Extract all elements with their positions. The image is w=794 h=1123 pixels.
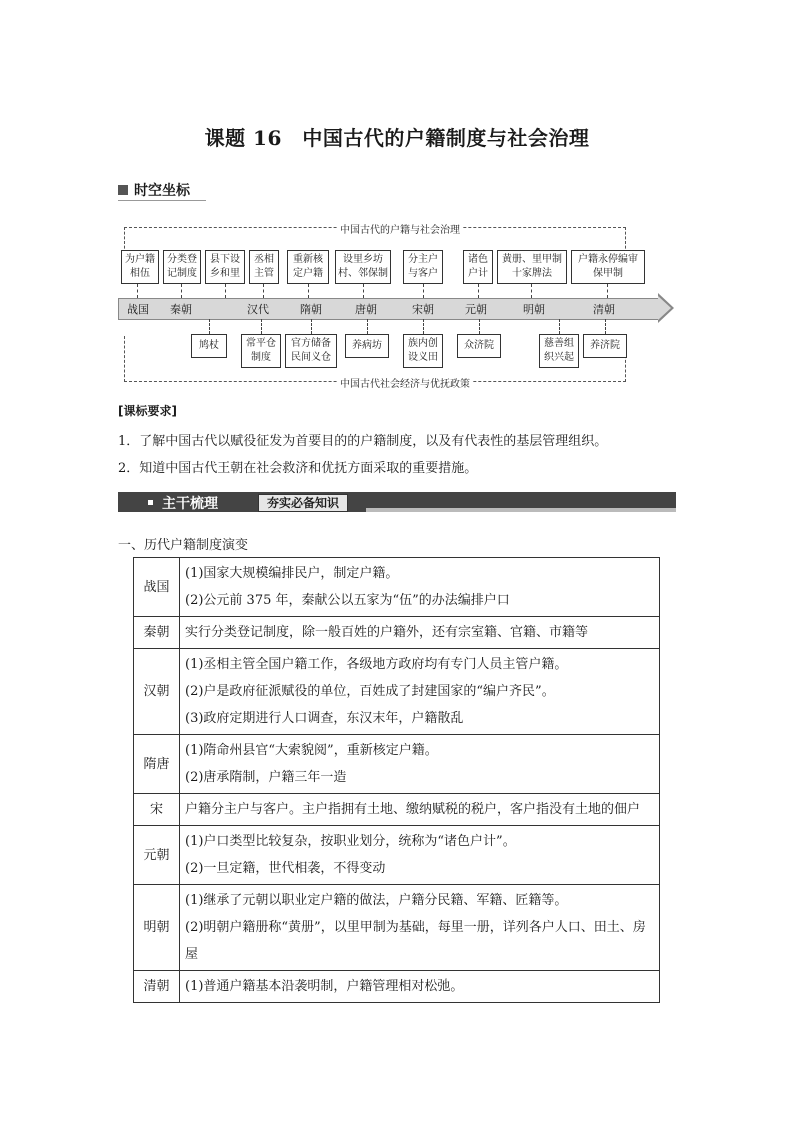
table-row (134, 735, 660, 794)
content-cell: (1)户口类型比较复杂，按职业划分，统称为“诸色户计”。 (2)一旦定籍，世代相袭，不得变动 (180, 826, 660, 885)
timeline-event-box: 黄册、里甲制十家牌法 (497, 250, 567, 284)
era-label: 汉代 (247, 303, 269, 316)
table-row (134, 971, 660, 1003)
section-heading-spacetime (118, 180, 206, 201)
section-heading-label: 时空坐标 (134, 183, 190, 199)
era-cell: 秦朝 (134, 617, 180, 649)
requirements-heading: [课标要求] (118, 404, 177, 418)
timeline-event-box: 县下设乡和里 (205, 250, 245, 284)
square-bullet-icon (148, 500, 153, 505)
banner-label: 主干梳理 (162, 496, 218, 512)
table-row (134, 794, 660, 826)
diagram-bottom-label: 中国古代社会经济与优抚政策 (337, 375, 473, 390)
era-cell: 隋唐 (134, 735, 180, 794)
timeline-event-box: 重新核定户籍 (287, 250, 329, 284)
era-cell: 战国 (134, 558, 180, 617)
era-label: 明朝 (523, 303, 545, 316)
timeline-policy-box: 养病坊 (345, 334, 389, 358)
era-label: 隋朝 (300, 303, 322, 316)
era-label: 元朝 (465, 303, 487, 316)
part-heading: 一、历代户籍制度演变 (118, 538, 249, 553)
era-cell: 汉朝 (134, 649, 180, 735)
content-cell: 实行分类登记制度，除一般百姓的户籍外，还有宗室籍、官籍、市籍等 (180, 617, 660, 649)
table-row (134, 885, 660, 971)
timeline-arrow (118, 298, 660, 320)
content-cell: 户籍分主户与客户。主户指拥有土地、缴纳赋税的税户，客户指没有土地的佃户 (180, 794, 660, 826)
era-label: 秦朝 (170, 303, 192, 316)
era-cell: 清朝 (134, 971, 180, 1003)
content-cell: (1)继承了元朝以职业定户籍的做法，户籍分民籍、军籍、匠籍等。 (2)明朝户籍册称“黄册”，以里甲制为基础，每里一册，详列各户人口、田土、房屋 (180, 885, 660, 971)
timeline-policy-box: 官方储备民间义仓 (285, 334, 337, 368)
timeline-event-box: 诸色户计 (463, 250, 493, 284)
timeline-policy-box: 众济院 (457, 334, 501, 358)
era-label: 唐朝 (355, 303, 377, 316)
table-row (134, 558, 660, 617)
era-label: 宋朝 (412, 303, 434, 316)
table-row (134, 617, 660, 649)
content-cell: (1)国家大规模编排民户，制定户籍。 (2)公元前 375 年，秦献公以五家为“伍”的办法编排户口 (180, 558, 660, 617)
timeline-policy-box: 慈善组织兴起 (539, 334, 579, 368)
page-title: 课题 16 中国古代的户籍制度与社会治理 (204, 126, 590, 150)
table-row (134, 826, 660, 885)
requirement-item: 1．了解中国古代以赋役征发为首要目的的户籍制度，以及有代表性的基层管理组织。 (118, 434, 608, 449)
section-banner (118, 492, 676, 512)
timeline-policy-box: 养济院 (583, 334, 627, 358)
timeline-policy-box: 常平仓制度 (241, 334, 281, 368)
era-label: 战国 (127, 303, 149, 316)
timeline-event-box: 分主户与客户 (403, 250, 443, 284)
content-cell: (1)隋命州县官“大索貌阅”，重新核定户籍。 (2)唐承隋制，户籍三年一造 (180, 735, 660, 794)
banner-sublabel: 夯实必备知识 (258, 494, 348, 512)
timeline-event-box: 设里乡坊村、邻保制 (335, 250, 391, 284)
requirement-item: 2．知道中国古代王朝在社会救济和优抚方面采取的重要措施。 (118, 461, 478, 476)
diagram-top-label: 中国古代的户籍与社会治理 (337, 221, 463, 236)
timeline-event-box: 丞相主管 (249, 250, 279, 284)
content-cell: (1)普通户籍基本沿袭明制，户籍管理相对松弛。 (180, 971, 660, 1003)
era-cell: 元朝 (134, 826, 180, 885)
timeline-event-box: 为户籍相伍 (121, 250, 159, 284)
era-cell: 宋 (134, 794, 180, 826)
timeline-event-box: 户籍永停编审保甲制 (571, 250, 645, 284)
era-cell: 明朝 (134, 885, 180, 971)
square-bullet-icon (118, 185, 128, 195)
timeline-diagram (115, 218, 680, 390)
era-label: 清朝 (593, 303, 615, 316)
content-cell: (1)丞相主管全国户籍工作，各级地方政府均有专门人员主管户籍。 (2)户是政府征派赋役的单位，百姓成了封建国家的“编户齐民”。 (3)政府定期进行人口调查，东汉末年，户籍散乱 (180, 649, 660, 735)
timeline-policy-box: 族内创设义田 (403, 334, 443, 368)
table-row (134, 649, 660, 735)
household-registration-table (133, 557, 660, 1003)
timeline-event-box: 分类登记制度 (163, 250, 201, 284)
timeline-policy-box: 鸠杖 (191, 334, 227, 358)
